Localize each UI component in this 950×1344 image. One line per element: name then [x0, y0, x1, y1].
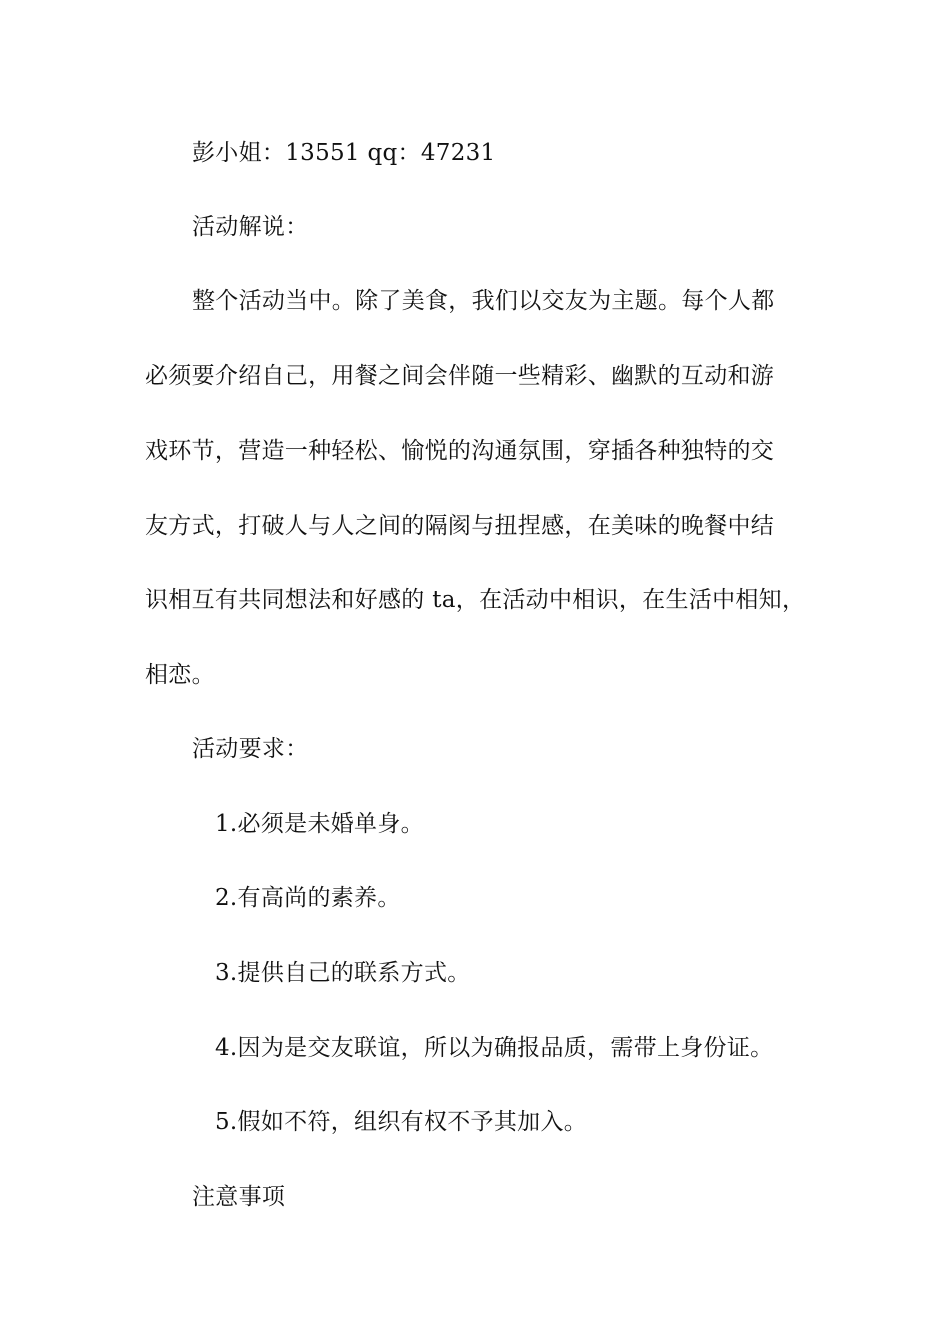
requirement-item: 1.必须是未婚单身。	[215, 811, 424, 837]
requirement-item: 4.因为是交友联谊，所以为确报品质，需带上身份证。	[215, 1035, 774, 1061]
paragraph-line: 友方式，打破人与人之间的隔阂与扭捏感，在美味的晚餐中结	[145, 513, 775, 539]
section-heading-explain: 活动解说：	[192, 214, 309, 240]
section-heading-requirements: 活动要求：	[192, 736, 309, 762]
requirement-item: 5.假如不符，组织有权不予其加入。	[215, 1109, 588, 1135]
paragraph-line: 识相互有共同想法和好感的 ta，在活动中相识，在生活中相知，	[145, 587, 806, 613]
paragraph-line: 整个活动当中。除了美食，我们以交友为主题。每个人都	[192, 288, 775, 314]
requirement-item: 3.提供自己的联系方式。	[215, 960, 471, 986]
contact-line: 彭小姐：13551 qq：47231	[192, 140, 496, 166]
paragraph-line: 相恋。	[145, 662, 215, 688]
requirement-item: 2.有高尚的素养。	[215, 885, 401, 911]
paragraph-line: 必须要介绍自己，用餐之间会伴随一些精彩、幽默的互动和游	[145, 363, 775, 389]
section-heading-notes: 注意事项	[192, 1184, 286, 1210]
paragraph-line: 戏环节，营造一种轻松、愉悦的沟通氛围，穿插各种独特的交	[145, 438, 775, 464]
